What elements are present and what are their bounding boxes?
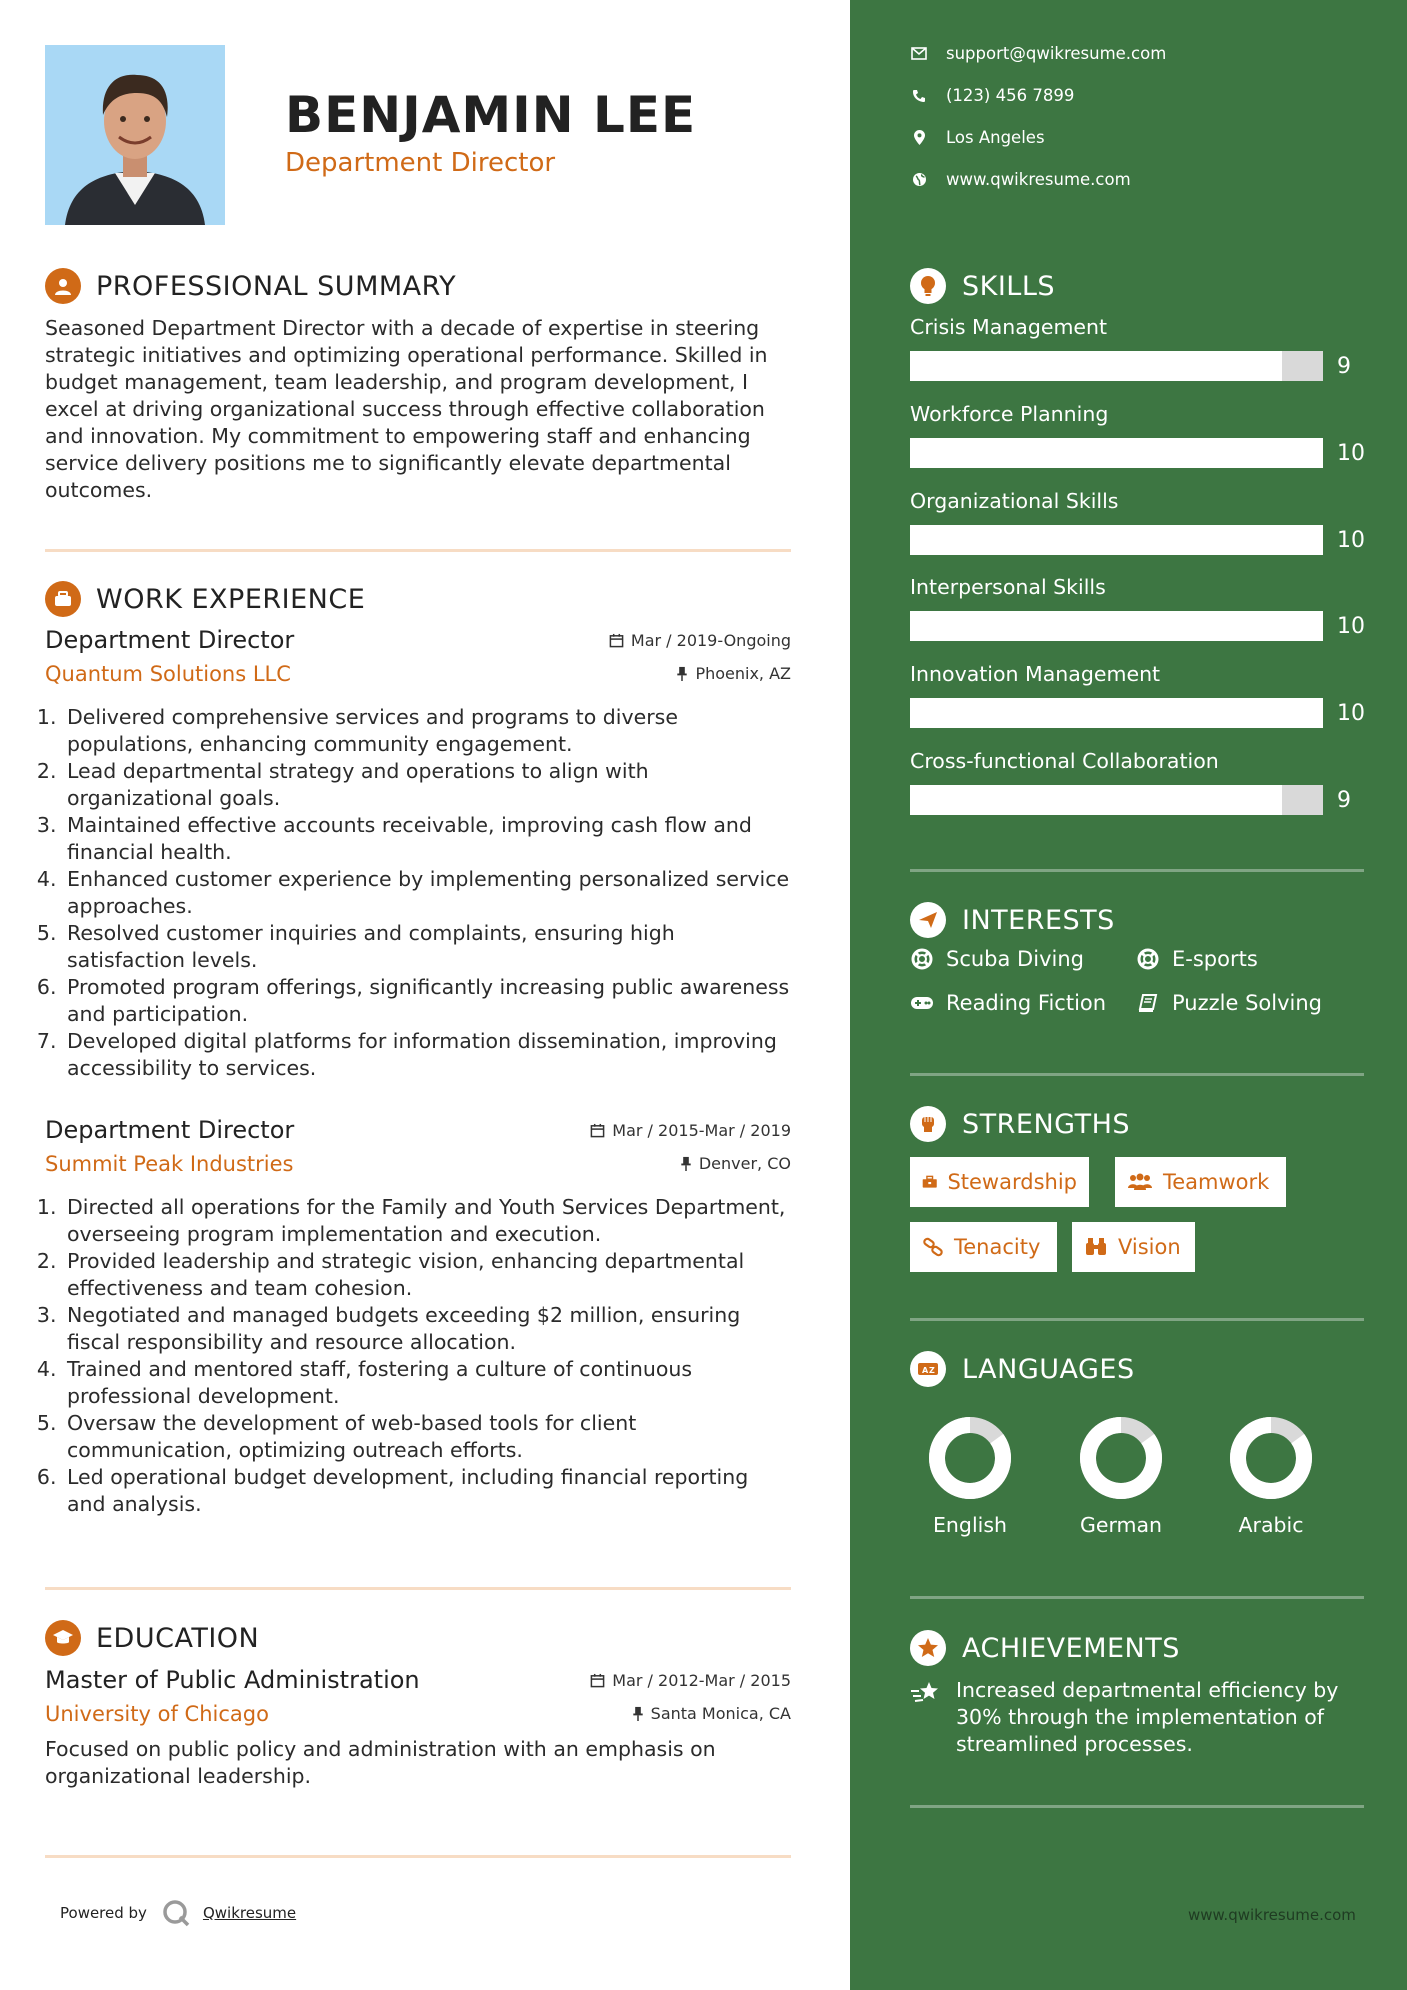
list-item: 1. Delivered comprehensive services and programs to diverse populations, enhancing community engagement.: [63, 704, 791, 758]
envelope-icon: [910, 47, 928, 60]
skill-item: [910, 749, 1370, 815]
interests-title: INTERESTS: [962, 904, 1115, 936]
list-item: 5. Resolved customer inquiries and complaints, ensuring high satisfaction levels.: [63, 920, 791, 974]
job-location: Denver, CO: [680, 1154, 791, 1173]
language-name: Arabic: [1238, 1513, 1304, 1537]
skill-bar: [910, 525, 1323, 555]
achievement-text: Increased departmental efficiency by 30% through the implementation of streamlined processes.: [956, 1678, 1339, 1756]
languages-heading: [910, 1351, 1135, 1387]
job-dates: Mar / 2019-Ongoing: [609, 631, 791, 650]
binoculars-icon: [1084, 1237, 1108, 1257]
user-icon: [45, 268, 81, 304]
book-icon: [1136, 993, 1160, 1013]
list-item: 3. Maintained effective accounts receivable, improving cash flow and financial health.: [63, 812, 791, 866]
skill-item: [910, 402, 1370, 468]
list-item: 1. Directed all operations for the Family and Youth Services Department, overseeing program implementation and execution.: [63, 1194, 791, 1248]
language-item: [905, 1413, 1035, 1537]
achievements-title: ACHIEVEMENTS: [962, 1632, 1180, 1664]
pin-icon: [632, 1706, 644, 1721]
summary-text: Seasoned Department Director with a decade of expertise in steering strategic initiatives and optimizing operational performance. Skilled in budget management, team leadership, and program development, I excel at driving organizational success through effective collaboration and innovation. My commitment to empowering staff and enhancing service delivery positions me to significantly elevate departmental outcomes.: [45, 316, 768, 502]
duties-list: [45, 704, 791, 1082]
divider: [910, 1805, 1364, 1808]
strengths-heading: [910, 1106, 1130, 1142]
language-ring: [925, 1413, 1015, 1503]
skill-level: 9: [1337, 353, 1351, 379]
footer-powered: Powered by Qwikresume: [60, 1898, 296, 1928]
list-item: 2. Provided leadership and strategic vision, enhancing departmental effectiveness and team cohesion.: [63, 1248, 791, 1302]
svg-text:A: A: [922, 1366, 929, 1375]
briefcase-icon: [45, 581, 81, 617]
strength-chip: Teamwork: [1115, 1157, 1286, 1207]
summary-heading: [45, 268, 456, 304]
fist-icon: [910, 1106, 946, 1142]
skill-name: Cross-functional Collaboration: [910, 749, 1219, 773]
list-item: 4. Trained and mentored staff, fostering a culture of continuous professional development.: [63, 1356, 791, 1410]
job-company: Summit Peak Industries: [45, 1152, 294, 1176]
skill-level: 9: [1337, 787, 1351, 813]
life-ring-icon: [910, 948, 934, 970]
achievements-heading: [910, 1630, 1180, 1666]
list-item: 6. Promoted program offerings, significantly increasing public awareness and participation.: [63, 974, 791, 1028]
footer-website[interactable]: www.qwikresume.com: [1188, 1906, 1356, 1924]
skill-bar-fill: [910, 525, 1323, 555]
pin-icon: [680, 1156, 692, 1171]
list-item: 6. Led operational budget development, including financial reporting and analysis.: [63, 1464, 791, 1518]
users-icon: [1127, 1173, 1153, 1191]
skill-level: 10: [1337, 440, 1365, 466]
education-dates: Mar / 2012-Mar / 2015: [590, 1671, 791, 1690]
duties-list: [45, 1194, 791, 1518]
shooting-star-icon: [910, 1679, 942, 1705]
skill-bar: [910, 351, 1323, 381]
list-item: 2. Lead departmental strategy and operations to align with organizational goals.: [63, 758, 791, 812]
interest-item: Scuba Diving: [910, 947, 1084, 971]
skill-bar-fill: [910, 785, 1282, 815]
interest-item: Puzzle Solving: [1136, 991, 1322, 1015]
candidate-title: Department Director: [285, 148, 556, 178]
contact-location: Los Angeles: [910, 128, 1045, 147]
pin-icon: [676, 666, 688, 681]
qwikresume-logo-icon: [161, 1898, 191, 1928]
briefcase-icon: [922, 1173, 937, 1191]
divider: [910, 1073, 1364, 1076]
paper-plane-icon: [910, 902, 946, 938]
list-item: 5. Oversaw the development of web-based tools for client communication, optimizing outreach efforts.: [63, 1410, 791, 1464]
skill-bar: [910, 611, 1323, 641]
list-item: 4. Enhanced customer experience by implementing personalized service approaches.: [63, 866, 791, 920]
skill-bar-fill: [910, 351, 1282, 381]
skill-item: [910, 489, 1370, 555]
gamepad-icon: [910, 995, 934, 1011]
strengths-title: STRENGTHS: [962, 1108, 1131, 1140]
skill-name: Crisis Management: [910, 315, 1108, 339]
language-name: German: [1079, 1513, 1163, 1537]
graduation-cap-icon: [45, 1620, 81, 1656]
skill-level: 10: [1337, 700, 1365, 726]
divider: [45, 549, 791, 552]
list-item: 3. Negotiated and managed budgets exceeding $2 million, ensuring fiscal responsibility and resource allocation.: [63, 1302, 791, 1356]
language-icon: [910, 1351, 946, 1387]
profile-photo: [45, 45, 225, 225]
qwikresume-link[interactable]: Qwikresume: [202, 1904, 297, 1922]
school: University of Chicago: [45, 1702, 269, 1726]
svg-text:Z: Z: [929, 1366, 935, 1375]
language-ring: [1076, 1413, 1166, 1503]
calendar-icon: [590, 1673, 605, 1688]
contact-phone: (123) 456 7899: [910, 86, 1074, 105]
skill-bar: [910, 698, 1323, 728]
degree: Master of Public Administration: [45, 1666, 420, 1694]
skill-bar-fill: [910, 438, 1323, 468]
language-item: [1206, 1413, 1336, 1537]
job-role: Department Director: [45, 626, 295, 654]
link-icon: [922, 1237, 944, 1257]
experience-heading: [45, 581, 365, 617]
divider: [910, 869, 1364, 872]
lightbulb-icon: [910, 268, 946, 304]
experience-title: WORK EXPERIENCE: [96, 583, 366, 615]
phone-icon: [910, 89, 928, 103]
strength-chip: Vision: [1072, 1222, 1195, 1272]
summary-title: PROFESSIONAL SUMMARY: [96, 270, 457, 302]
divider: [45, 1855, 791, 1858]
education-location: Santa Monica, CA: [632, 1704, 791, 1723]
contact-website: www.qwikresume.com: [910, 170, 1131, 189]
divider: [910, 1596, 1364, 1599]
language-item: [1056, 1413, 1186, 1537]
education-title: EDUCATION: [96, 1622, 260, 1654]
contact-email: support@qwikresume.com: [910, 44, 1166, 63]
skill-item: [910, 315, 1370, 381]
skill-bar: [910, 785, 1323, 815]
job-role: Department Director: [45, 1116, 295, 1144]
skills-title: SKILLS: [962, 270, 1056, 302]
skill-item: [910, 575, 1370, 641]
interest-item: Reading Fiction: [910, 991, 1106, 1015]
job-dates: Mar / 2015-Mar / 2019: [590, 1121, 791, 1140]
interests-heading: [910, 902, 1115, 938]
job-company: Quantum Solutions LLC: [45, 662, 291, 686]
skill-bar-fill: [910, 611, 1323, 641]
achievement-item: [910, 1677, 1370, 1758]
candidate-name: BENJAMIN LEE: [285, 86, 697, 144]
education-description: Focused on public policy and administration with an emphasis on organizational leadership.: [45, 1737, 716, 1788]
sidebar: [850, 0, 1407, 1990]
job-entry: [45, 1116, 791, 1518]
skills-heading: [910, 268, 1055, 304]
education-heading: [45, 1620, 259, 1656]
job-entry: [45, 626, 791, 1082]
star-icon: [910, 1630, 946, 1666]
divider: [45, 1587, 791, 1590]
skill-level: 10: [1337, 527, 1365, 553]
map-marker-icon: [910, 130, 928, 145]
skill-item: [910, 662, 1370, 728]
job-location: Phoenix, AZ: [676, 664, 791, 683]
strength-chip: Tenacity: [910, 1222, 1057, 1272]
list-item: 7. Developed digital platforms for information dissemination, improving accessibility to services.: [63, 1028, 791, 1082]
skill-level: 10: [1337, 613, 1365, 639]
skill-bar-fill: [910, 698, 1323, 728]
language-name: English: [932, 1513, 1008, 1537]
education-entry: [45, 1666, 791, 1790]
skill-bar: [910, 438, 1323, 468]
skill-name: Interpersonal Skills: [910, 575, 1106, 599]
language-ring: [1226, 1413, 1316, 1503]
skill-name: Innovation Management: [910, 662, 1161, 686]
life-ring-icon: [1136, 948, 1160, 970]
languages-title: LANGUAGES: [962, 1353, 1135, 1385]
calendar-icon: [590, 1123, 605, 1138]
skill-name: Organizational Skills: [910, 489, 1119, 513]
strength-chip: Stewardship: [910, 1157, 1089, 1207]
globe-icon: [910, 172, 928, 187]
divider: [910, 1318, 1364, 1321]
skill-name: Workforce Planning: [910, 402, 1109, 426]
interest-item: E-sports: [1136, 947, 1258, 971]
calendar-icon: [609, 633, 624, 648]
